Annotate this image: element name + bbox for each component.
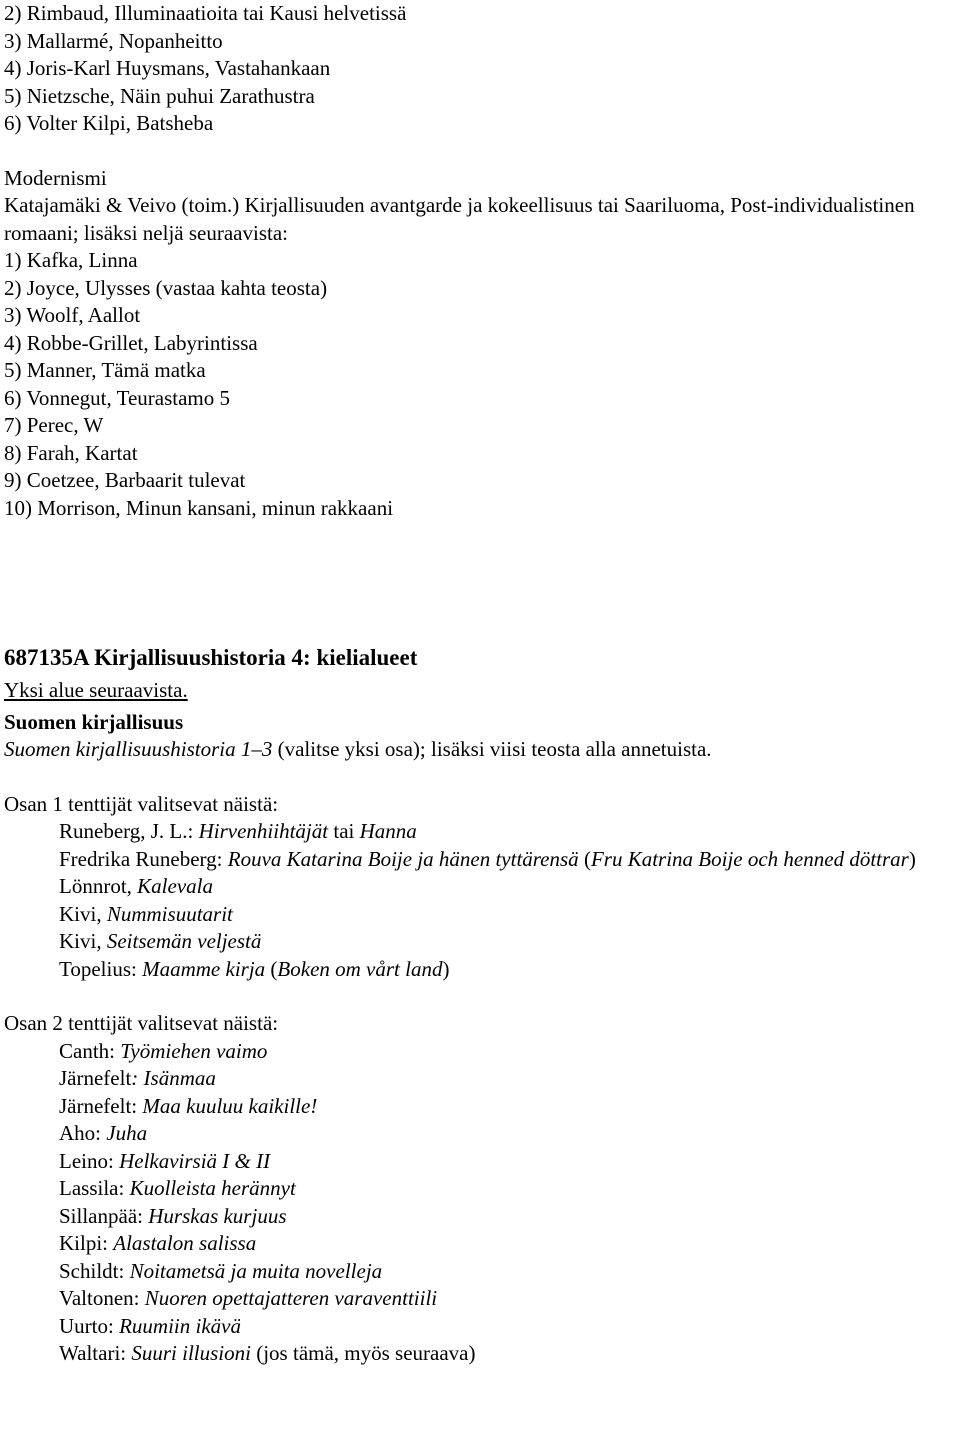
item-title: Ruumiin ikävä bbox=[119, 1313, 241, 1338]
item-author: Canth: bbox=[59, 1038, 121, 1063]
list-item: 2) Rimbaud, Illuminaatioita tai Kausi helvetissä bbox=[4, 1, 407, 25]
item-author: Leino: bbox=[59, 1148, 120, 1173]
item-title: Maa kuuluu kaikille! bbox=[142, 1093, 318, 1118]
section-intro bbox=[4, 736, 956, 764]
list-item: 10) Morrison, Minun kansani, minun rakkaani bbox=[4, 495, 394, 520]
item-title: Kalevala bbox=[137, 874, 213, 898]
item-title: : Isänmaa bbox=[131, 1066, 216, 1090]
list-item: 3) Woolf, Aallot bbox=[4, 303, 141, 327]
list-item bbox=[4, 1258, 956, 1286]
modernism-section bbox=[4, 165, 956, 523]
item-tail: ) bbox=[442, 956, 450, 981]
item-author: Fredrika Runeberg: bbox=[59, 846, 228, 871]
modernism-heading: Modernismi bbox=[4, 165, 107, 190]
item-author: Topelius: bbox=[59, 956, 143, 981]
item-mid: tai bbox=[328, 819, 360, 843]
list-item: 2) Joyce, Ulysses (vastaa kahta teosta) bbox=[4, 275, 328, 300]
section-intro-title: Suomen kirjallisuushistoria 1–3 bbox=[4, 737, 273, 761]
item-tail: (jos tämä, myös seuraava) bbox=[250, 1341, 476, 1365]
modernism-text: Katajamäki & Veivo (toim.) Kirjallisuuden avantgarde ja kokeellisuus tai Saariluoma, Post-individualistinen romaani; lisäksi neljä seuraavista: bbox=[4, 193, 915, 245]
item-title: Juha bbox=[106, 1121, 148, 1145]
part1-section bbox=[4, 791, 956, 984]
item-title: Rouva Katarina Boije ja hänen tyttärensä bbox=[227, 846, 579, 871]
item-author: Lassila: bbox=[59, 1176, 130, 1200]
list-item: 5) Nietzsche, Näin puhui Zarathustra bbox=[4, 83, 315, 108]
list-item bbox=[4, 1065, 956, 1093]
list-item bbox=[4, 1340, 956, 1368]
item-title2: Fru Katrina Boije och henned döttrar bbox=[590, 846, 909, 871]
item-title: Nuoren opettajatteren varaventtiili bbox=[144, 1286, 438, 1310]
item-author: Valtonen: bbox=[59, 1286, 145, 1310]
item-title: Hurskas kurjuus bbox=[148, 1203, 287, 1228]
list-item: 6) Volter Kilpi, Batsheba bbox=[4, 111, 214, 135]
item-author: Kilpi: bbox=[59, 1231, 114, 1255]
item-author: Schildt: bbox=[59, 1258, 130, 1283]
list-item bbox=[4, 1313, 956, 1341]
part2-heading: Osan 2 tenttijät valitsevat näistä: bbox=[4, 1011, 279, 1035]
list-item bbox=[4, 1038, 956, 1066]
item-title: Alastalon salissa bbox=[113, 1231, 257, 1255]
part2-list bbox=[4, 1038, 956, 1368]
item-author: Sillanpää: bbox=[59, 1203, 149, 1228]
item-author: Aho: bbox=[59, 1121, 107, 1145]
item-author: Lönnrot, bbox=[59, 874, 138, 898]
item-title: Hirvenhiihtäjät bbox=[198, 819, 329, 843]
list-item bbox=[4, 1120, 956, 1148]
item-title2: Hanna bbox=[359, 819, 417, 843]
item-title2: Boken om vårt land bbox=[277, 956, 443, 981]
list-item: 6) Vonnegut, Teurastamo 5 bbox=[4, 385, 231, 410]
item-title: Suuri illusioni bbox=[131, 1341, 251, 1365]
list-item bbox=[4, 1093, 956, 1121]
list-item bbox=[4, 928, 956, 956]
list-item bbox=[4, 818, 956, 846]
list-item: 4) Joris-Karl Huysmans, Vastahankaan bbox=[4, 56, 331, 80]
item-title: Työmiehen vaimo bbox=[120, 1038, 268, 1063]
item-title: Kuolleista herännyt bbox=[129, 1176, 296, 1200]
list-item: 9) Coetzee, Barbaarit tulevat bbox=[4, 468, 246, 492]
item-title: Noitametsä ja muita novelleja bbox=[129, 1258, 383, 1283]
list-item bbox=[4, 1175, 956, 1203]
list-item bbox=[4, 1230, 956, 1258]
list-item bbox=[4, 1203, 956, 1231]
part1-heading: Osan 1 tenttijät valitsevat näistä: bbox=[4, 791, 279, 816]
list-item bbox=[4, 1148, 956, 1176]
item-mid: ( bbox=[578, 846, 591, 871]
part2-section bbox=[4, 1010, 956, 1368]
list-item bbox=[4, 846, 956, 874]
item-author: Järnefelt bbox=[59, 1066, 132, 1090]
item-author: Uurto: bbox=[59, 1313, 120, 1338]
course-instruction: Yksi alue seuraavista. bbox=[4, 678, 188, 702]
item-author: Kivi, bbox=[59, 929, 107, 953]
list-item: 3) Mallarmé, Nopanheitto bbox=[4, 28, 223, 53]
item-title: Seitsemän veljestä bbox=[106, 929, 262, 953]
item-author: Järnefelt: bbox=[59, 1093, 143, 1118]
list-item bbox=[4, 873, 956, 901]
item-title: Maamme kirja bbox=[142, 956, 266, 981]
list-item: 1) Kafka, Linna bbox=[4, 248, 138, 272]
part1-list bbox=[4, 818, 956, 983]
list-item: 8) Farah, Kartat bbox=[4, 440, 138, 465]
section-intro-rest: (valitse yksi osa); lisäksi viisi teosta alla annetuista. bbox=[272, 737, 712, 761]
item-author: Waltari: bbox=[59, 1341, 132, 1365]
item-author: Runeberg, J. L.: bbox=[59, 819, 199, 843]
item-title: Nummisuutarit bbox=[106, 901, 233, 926]
item-mid: ( bbox=[265, 956, 278, 981]
list-item bbox=[4, 1285, 956, 1313]
course-title: 687135A Kirjallisuushistoria 4: kielialueet bbox=[4, 645, 418, 670]
item-tail: ) bbox=[908, 846, 916, 871]
list-item: 4) Robbe-Grillet, Labyrintissa bbox=[4, 330, 258, 355]
list-item bbox=[4, 901, 956, 929]
list-item: 5) Manner, Tämä matka bbox=[4, 358, 206, 382]
list-item bbox=[4, 956, 956, 984]
intro-list bbox=[4, 0, 956, 138]
list-item: 7) Perec, W bbox=[4, 413, 104, 437]
item-title: Helkavirsiä I & II bbox=[119, 1148, 271, 1173]
section-title: Suomen kirjallisuus bbox=[4, 709, 184, 734]
item-author: Kivi, bbox=[59, 901, 107, 926]
